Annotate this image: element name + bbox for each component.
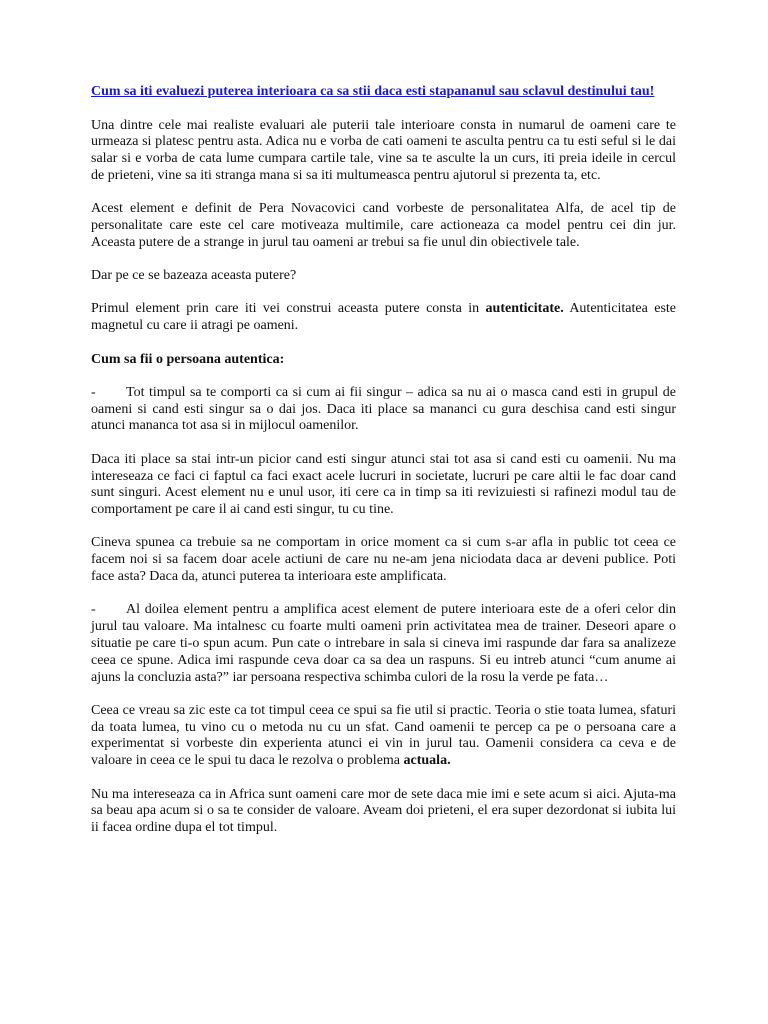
bullet-1: [91, 385, 676, 435]
paragraph-7-bold: actuala.: [403, 753, 451, 769]
bullet-2-dash: -: [91, 602, 96, 618]
bullet-2-text: Al doilea element pentru a amplifica acest element de putere interioara este de a oferi celor din jurul tau valoare. Ma intalnesc cu foarte multi oameni prin activitatea mea de trainer. Deseori apare o situatie pe care ti-o spun acum. Pun cate o intrebare in sala si cineva imi raspunde dar fara sa analizeze ceea ce spune. Adica imi raspunde ceva doar ca sa dea un raspuns. Si eu intreb atunci “cum anume ai ajuns la concluzia asta?” iar persoana respectiva schimba culori de la rosu la verde pe fata…: [91, 602, 676, 685]
paragraph-4: [91, 301, 676, 335]
bullet-1-text: Tot timpul sa te comporti ca si cum ai fii singur – adica sa nu ai o masca cand esti in grupul de oameni si cand esti singur sa o dai jos. Daca iti place sa mananci cu gura deschisa cand esti singur atunci mananca tot asa si in mijlocul oamenilor.: [91, 384, 676, 434]
paragraph-7: [91, 703, 676, 770]
paragraph-4-text-b: Autenticitatea este magnetul cu care ii atragi pe oameni.: [91, 301, 677, 334]
paragraph-4-bold: autenticitate.: [485, 301, 564, 317]
section-heading: Cum sa fii o persoana autentica:: [91, 351, 285, 367]
paragraph-5: Daca iti place sa stai intr-un picior cand esti singur atunci stai tot asa si cand esti cu oamenii. Nu ma intereseaza ce faci ci faptul ca faci exact acele lucruri in societate, lucruri pe care altii le fac doar cand sunt singuri. Acest element nu e unul usor, iti cere ca in timp sa iti revizuiesti si rafinezi modul tau de comportament pe care il ai cand esti singur, tu cu tine.: [91, 451, 676, 518]
paragraph-4-text-a: Primul element prin care iti vei construi aceasta putere consta in: [91, 301, 486, 317]
document-body: [91, 84, 676, 853]
title-link[interactable]: Cum sa iti evaluezi puterea interioara ca sa stii daca esti stapananul sau sclavul destinului tau!: [91, 84, 655, 99]
document-title: [91, 84, 676, 101]
paragraph-8: Nu ma intereseaza ca in Africa sunt oameni care mor de sete daca mie imi e sete acum si aici. Ajuta-ma sa beau apa acum si o sa te consider de valoare. Aveam doi prieteni, el era super dezordonat si iubita lui ii facea ordine dupa el tot timpul.: [91, 786, 676, 836]
paragraph-6: Cineva spunea ca trebuie sa ne comportam in orice moment ca si cum s-ar afla in public tot ceea ce facem noi si sa facem doar acele actiuni de care nu ne-am jena niciodata daca ar deveni publice. Poti face asta? Daca da, atunci puterea ta interioara este amplificata.: [91, 535, 676, 585]
paragraph-3: Dar pe ce se bazeaza aceasta putere?: [91, 268, 297, 284]
paragraph-7-text: Ceea ce vreau sa zic este ca tot timpul ceea ce spui sa fie util si practic. Teoria o stie toata lumea, sfaturi da toata lumea, tu vino cu o metoda nu cu un sfat. Cand oamenii te percep ca pe o persoana care a experimentat si vorbeste din experienta atunci ei vin in jurul tau. Oamenii considera ca ceva e de valoare in ceea ce le spui tu daca le rezolva o problema: [91, 702, 676, 769]
paragraph-2: Acest element e definit de Pera Novacovici cand vorbeste de personalitatea Alfa, de acel tip de personalitate care este cel care motiveaza multimile, care actioneaza ca model pentru cei din jur. Aceasta putere de a strange in jurul tau oameni ar trebui sa fie unul din obiectivele tale.: [91, 201, 676, 250]
paragraph-1: Una dintre cele mai realiste evaluari ale puterii tale interioare consta in numarul de oameni care te urmeaza si platesc pentru asta. Adica nu e vorba de cati oameni te asculta pentru ca tu esti seful si le dai salar si e vorba de cata lume cumpara cartile tale, vine sa te asculte la un curs, iti preia ideile in cercul de prieteni, vine sa iti stranga mana si sa iti multumeasca pentru ajutorul si prezenta ta, etc.: [91, 117, 676, 183]
bullet-2: [91, 602, 676, 686]
bullet-1-dash: -: [91, 384, 96, 400]
